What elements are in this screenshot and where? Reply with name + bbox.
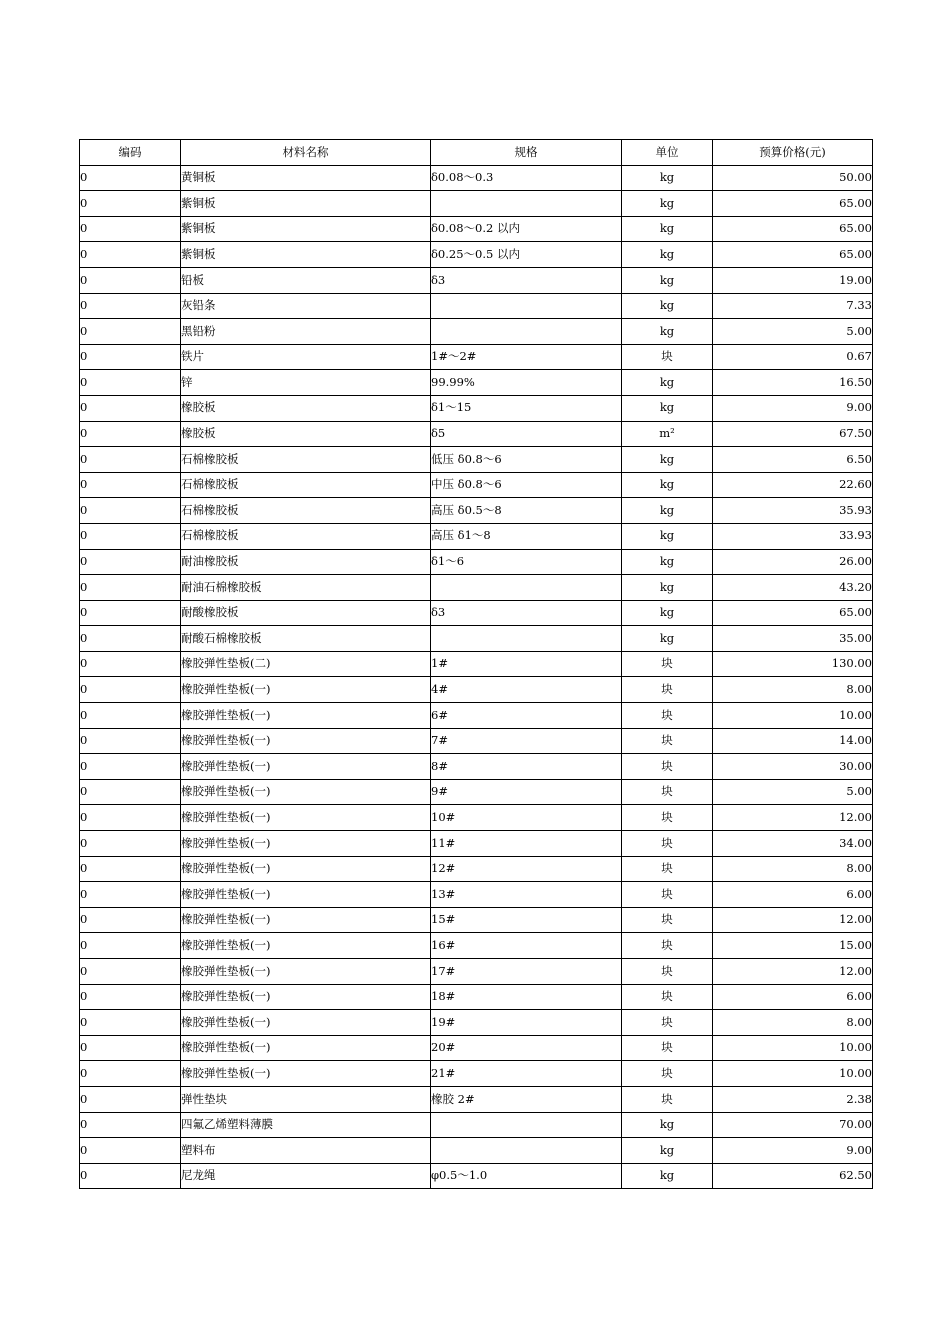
material-name-cell: 橡胶弹性垫板(一) — [181, 728, 431, 754]
materials-price-table — [79, 139, 873, 1189]
table-row — [80, 1010, 873, 1036]
price-cell: 6.50 — [713, 447, 873, 473]
specification-cell — [431, 1138, 622, 1164]
material-name-cell: 橡胶弹性垫板(一) — [181, 831, 431, 857]
material-name-cell: 尼龙绳 — [181, 1163, 431, 1189]
unit-cell: 块 — [622, 779, 713, 805]
table-row — [80, 1138, 873, 1164]
unit-cell: kg — [622, 600, 713, 626]
header-unit: 单位 — [622, 140, 713, 166]
price-cell: 67.50 — [713, 421, 873, 447]
specification-cell — [431, 191, 622, 217]
table-row — [80, 472, 873, 498]
specification-cell: 9# — [431, 779, 622, 805]
price-cell: 12.00 — [713, 907, 873, 933]
code-cell: 0 — [80, 600, 181, 626]
price-cell: 0.67 — [713, 344, 873, 370]
unit-cell: kg — [622, 447, 713, 473]
table-row — [80, 370, 873, 396]
table-row — [80, 319, 873, 345]
material-name-cell: 橡胶弹性垫板(一) — [181, 1061, 431, 1087]
code-cell: 0 — [80, 1061, 181, 1087]
unit-cell: kg — [622, 165, 713, 191]
header-budget-price: 预算价格(元) — [713, 140, 873, 166]
specification-cell: 11# — [431, 831, 622, 857]
code-cell: 0 — [80, 191, 181, 217]
price-cell: 15.00 — [713, 933, 873, 959]
specification-cell: 中压 δ0.8～6 — [431, 472, 622, 498]
specification-cell — [431, 293, 622, 319]
price-cell: 10.00 — [713, 1035, 873, 1061]
material-name-cell: 橡胶弹性垫板(一) — [181, 907, 431, 933]
price-cell: 8.00 — [713, 856, 873, 882]
material-name-cell: 紫铜板 — [181, 191, 431, 217]
price-cell: 30.00 — [713, 754, 873, 780]
table-row — [80, 703, 873, 729]
unit-cell: 块 — [622, 728, 713, 754]
specification-cell: 橡胶 2# — [431, 1086, 622, 1112]
unit-cell: 块 — [622, 677, 713, 703]
material-name-cell: 黑铅粉 — [181, 319, 431, 345]
unit-cell: kg — [622, 395, 713, 421]
price-cell: 35.00 — [713, 626, 873, 652]
unit-cell: 块 — [622, 651, 713, 677]
unit-cell: 块 — [622, 1086, 713, 1112]
price-cell: 62.50 — [713, 1163, 873, 1189]
code-cell: 0 — [80, 1010, 181, 1036]
price-cell: 5.00 — [713, 779, 873, 805]
price-cell: 2.38 — [713, 1086, 873, 1112]
unit-cell: 块 — [622, 1061, 713, 1087]
table-row — [80, 216, 873, 242]
table-row — [80, 779, 873, 805]
unit-cell: kg — [622, 575, 713, 601]
material-name-cell: 紫铜板 — [181, 216, 431, 242]
specification-cell: 12# — [431, 856, 622, 882]
price-cell: 65.00 — [713, 216, 873, 242]
specification-cell: 19# — [431, 1010, 622, 1036]
material-name-cell: 橡胶弹性垫板(一) — [181, 1035, 431, 1061]
table-row — [80, 600, 873, 626]
specification-cell: 18# — [431, 984, 622, 1010]
material-name-cell: 橡胶弹性垫板(一) — [181, 882, 431, 908]
code-cell: 0 — [80, 1138, 181, 1164]
table-row — [80, 754, 873, 780]
table-row — [80, 933, 873, 959]
table-row — [80, 677, 873, 703]
unit-cell: 块 — [622, 344, 713, 370]
code-cell: 0 — [80, 933, 181, 959]
table-body — [80, 165, 873, 1189]
material-name-cell: 铁片 — [181, 344, 431, 370]
header-material-name: 材料名称 — [181, 140, 431, 166]
table-row — [80, 1086, 873, 1112]
price-cell: 5.00 — [713, 319, 873, 345]
specification-cell: 1#～2# — [431, 344, 622, 370]
material-name-cell: 石棉橡胶板 — [181, 472, 431, 498]
code-cell: 0 — [80, 882, 181, 908]
table-row — [80, 293, 873, 319]
material-name-cell: 黄铜板 — [181, 165, 431, 191]
price-cell: 16.50 — [713, 370, 873, 396]
unit-cell: kg — [622, 370, 713, 396]
price-cell: 14.00 — [713, 728, 873, 754]
table-row — [80, 165, 873, 191]
table-row — [80, 447, 873, 473]
code-cell: 0 — [80, 1086, 181, 1112]
specification-cell: 6# — [431, 703, 622, 729]
table-row — [80, 344, 873, 370]
material-name-cell: 四氟乙烯塑料薄膜 — [181, 1112, 431, 1138]
price-cell: 50.00 — [713, 165, 873, 191]
price-cell: 9.00 — [713, 395, 873, 421]
material-name-cell: 橡胶弹性垫板(一) — [181, 1010, 431, 1036]
price-cell: 65.00 — [713, 242, 873, 268]
specification-cell: 15# — [431, 907, 622, 933]
material-name-cell: 橡胶板 — [181, 421, 431, 447]
table-row — [80, 191, 873, 217]
code-cell: 0 — [80, 344, 181, 370]
specification-cell: 16# — [431, 933, 622, 959]
table-row — [80, 523, 873, 549]
specification-cell: 99.99% — [431, 370, 622, 396]
price-cell: 6.00 — [713, 984, 873, 1010]
table-row — [80, 1112, 873, 1138]
price-cell: 7.33 — [713, 293, 873, 319]
specification-cell: 7# — [431, 728, 622, 754]
material-name-cell: 橡胶弹性垫板(二) — [181, 651, 431, 677]
unit-cell: kg — [622, 626, 713, 652]
table-row — [80, 1061, 873, 1087]
code-cell: 0 — [80, 293, 181, 319]
code-cell: 0 — [80, 703, 181, 729]
code-cell: 0 — [80, 1035, 181, 1061]
code-cell: 0 — [80, 856, 181, 882]
material-name-cell: 橡胶弹性垫板(一) — [181, 703, 431, 729]
price-cell: 12.00 — [713, 805, 873, 831]
price-cell: 6.00 — [713, 882, 873, 908]
table-row — [80, 959, 873, 985]
code-cell: 0 — [80, 626, 181, 652]
table-row — [80, 575, 873, 601]
unit-cell: kg — [622, 498, 713, 524]
material-name-cell: 耐酸石棉橡胶板 — [181, 626, 431, 652]
price-cell: 10.00 — [713, 703, 873, 729]
price-cell: 65.00 — [713, 600, 873, 626]
specification-cell: δ3 — [431, 600, 622, 626]
material-name-cell: 灰铅条 — [181, 293, 431, 319]
table-row — [80, 882, 873, 908]
price-cell: 8.00 — [713, 677, 873, 703]
header-specification: 规格 — [431, 140, 622, 166]
price-cell: 65.00 — [713, 191, 873, 217]
unit-cell: kg — [622, 319, 713, 345]
unit-cell: 块 — [622, 1010, 713, 1036]
material-name-cell: 铅板 — [181, 267, 431, 293]
specification-cell — [431, 1112, 622, 1138]
unit-cell: 块 — [622, 933, 713, 959]
code-cell: 0 — [80, 523, 181, 549]
specification-cell: δ5 — [431, 421, 622, 447]
price-cell: 26.00 — [713, 549, 873, 575]
price-cell: 10.00 — [713, 1061, 873, 1087]
price-cell: 33.93 — [713, 523, 873, 549]
code-cell: 0 — [80, 651, 181, 677]
code-cell: 0 — [80, 575, 181, 601]
price-cell: 9.00 — [713, 1138, 873, 1164]
specification-cell: φ0.5～1.0 — [431, 1163, 622, 1189]
code-cell: 0 — [80, 242, 181, 268]
specification-cell: 低压 δ0.8～6 — [431, 447, 622, 473]
specification-cell: 4# — [431, 677, 622, 703]
specification-cell: 21# — [431, 1061, 622, 1087]
table-row — [80, 907, 873, 933]
code-cell: 0 — [80, 1163, 181, 1189]
unit-cell: m² — [622, 421, 713, 447]
unit-cell: 块 — [622, 959, 713, 985]
code-cell: 0 — [80, 165, 181, 191]
unit-cell: kg — [622, 191, 713, 217]
code-cell: 0 — [80, 984, 181, 1010]
material-name-cell: 耐酸橡胶板 — [181, 600, 431, 626]
table-row — [80, 1163, 873, 1189]
table-row — [80, 805, 873, 831]
code-cell: 0 — [80, 831, 181, 857]
unit-cell: 块 — [622, 907, 713, 933]
specification-cell: δ0.25～0.5 以内 — [431, 242, 622, 268]
unit-cell: 块 — [622, 856, 713, 882]
table-row — [80, 984, 873, 1010]
unit-cell: 块 — [622, 1035, 713, 1061]
code-cell: 0 — [80, 319, 181, 345]
table-row — [80, 1035, 873, 1061]
specification-cell: 8# — [431, 754, 622, 780]
specification-cell: 10# — [431, 805, 622, 831]
unit-cell: kg — [622, 549, 713, 575]
unit-cell: 块 — [622, 831, 713, 857]
unit-cell: 块 — [622, 703, 713, 729]
price-cell: 22.60 — [713, 472, 873, 498]
specification-cell: δ1～15 — [431, 395, 622, 421]
unit-cell: kg — [622, 293, 713, 319]
material-name-cell: 锌 — [181, 370, 431, 396]
unit-cell: kg — [622, 267, 713, 293]
material-name-cell: 耐油橡胶板 — [181, 549, 431, 575]
specification-cell: 高压 δ1～8 — [431, 523, 622, 549]
code-cell: 0 — [80, 447, 181, 473]
material-name-cell: 橡胶弹性垫板(一) — [181, 754, 431, 780]
specification-cell — [431, 575, 622, 601]
table-row — [80, 242, 873, 268]
material-name-cell: 橡胶弹性垫板(一) — [181, 984, 431, 1010]
specification-cell — [431, 626, 622, 652]
material-name-cell: 紫铜板 — [181, 242, 431, 268]
code-cell: 0 — [80, 907, 181, 933]
material-name-cell: 橡胶弹性垫板(一) — [181, 677, 431, 703]
unit-cell: kg — [622, 216, 713, 242]
unit-cell: kg — [622, 242, 713, 268]
material-name-cell: 弹性垫块 — [181, 1086, 431, 1112]
table-row — [80, 626, 873, 652]
material-name-cell: 石棉橡胶板 — [181, 523, 431, 549]
unit-cell: kg — [622, 472, 713, 498]
unit-cell: kg — [622, 1112, 713, 1138]
code-cell: 0 — [80, 549, 181, 575]
material-name-cell: 橡胶弹性垫板(一) — [181, 856, 431, 882]
price-cell: 8.00 — [713, 1010, 873, 1036]
price-cell: 35.93 — [713, 498, 873, 524]
specification-cell: 20# — [431, 1035, 622, 1061]
table-row — [80, 395, 873, 421]
price-cell: 19.00 — [713, 267, 873, 293]
code-cell: 0 — [80, 959, 181, 985]
specification-cell: δ0.08～0.3 — [431, 165, 622, 191]
code-cell: 0 — [80, 216, 181, 242]
price-cell: 130.00 — [713, 651, 873, 677]
header-code: 编码 — [80, 140, 181, 166]
code-cell: 0 — [80, 1112, 181, 1138]
table-row — [80, 421, 873, 447]
code-cell: 0 — [80, 395, 181, 421]
code-cell: 0 — [80, 754, 181, 780]
unit-cell: 块 — [622, 754, 713, 780]
table-header-row — [80, 140, 873, 166]
code-cell: 0 — [80, 779, 181, 805]
unit-cell: kg — [622, 1138, 713, 1164]
price-cell: 43.20 — [713, 575, 873, 601]
specification-cell: δ3 — [431, 267, 622, 293]
specification-cell: δ1～6 — [431, 549, 622, 575]
material-name-cell: 橡胶弹性垫板(一) — [181, 779, 431, 805]
material-name-cell: 塑料布 — [181, 1138, 431, 1164]
code-cell: 0 — [80, 677, 181, 703]
table-row — [80, 498, 873, 524]
unit-cell: 块 — [622, 805, 713, 831]
code-cell: 0 — [80, 498, 181, 524]
price-cell: 70.00 — [713, 1112, 873, 1138]
specification-cell: 1# — [431, 651, 622, 677]
table-row — [80, 267, 873, 293]
table-row — [80, 651, 873, 677]
material-name-cell: 橡胶弹性垫板(一) — [181, 805, 431, 831]
table-row — [80, 549, 873, 575]
code-cell: 0 — [80, 728, 181, 754]
unit-cell: 块 — [622, 882, 713, 908]
material-name-cell: 橡胶弹性垫板(一) — [181, 933, 431, 959]
material-name-cell: 橡胶弹性垫板(一) — [181, 959, 431, 985]
specification-cell: 17# — [431, 959, 622, 985]
code-cell: 0 — [80, 472, 181, 498]
material-name-cell: 石棉橡胶板 — [181, 447, 431, 473]
code-cell: 0 — [80, 370, 181, 396]
material-name-cell: 耐油石棉橡胶板 — [181, 575, 431, 601]
specification-cell — [431, 319, 622, 345]
table-row — [80, 728, 873, 754]
table-row — [80, 831, 873, 857]
unit-cell: kg — [622, 523, 713, 549]
specification-cell: 高压 δ0.5～8 — [431, 498, 622, 524]
specification-cell: δ0.08～0.2 以内 — [431, 216, 622, 242]
code-cell: 0 — [80, 421, 181, 447]
price-cell: 12.00 — [713, 959, 873, 985]
unit-cell: 块 — [622, 984, 713, 1010]
material-name-cell: 石棉橡胶板 — [181, 498, 431, 524]
unit-cell: kg — [622, 1163, 713, 1189]
code-cell: 0 — [80, 805, 181, 831]
table-row — [80, 856, 873, 882]
code-cell: 0 — [80, 267, 181, 293]
specification-cell: 13# — [431, 882, 622, 908]
material-name-cell: 橡胶板 — [181, 395, 431, 421]
price-cell: 34.00 — [713, 831, 873, 857]
